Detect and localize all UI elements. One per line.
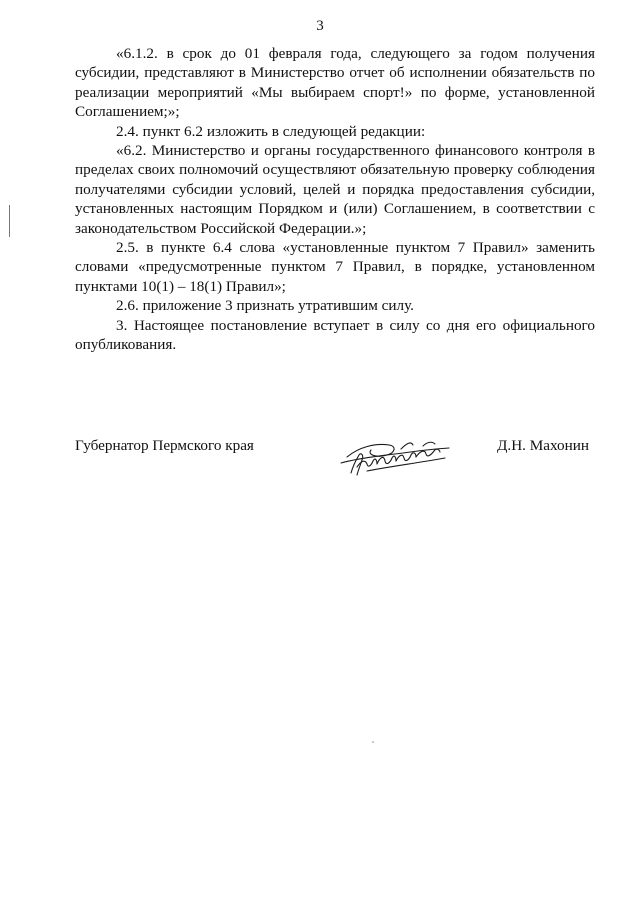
paragraph-2-4: 2.4. пункт 6.2 изложить в следующей редакции: (116, 122, 426, 140)
document-body (75, 44, 595, 355)
signer-name: Д.Н. Махонин (497, 437, 589, 454)
paragraph-6-2: «6.2. Министерство и органы государственного финансового контроля в пределах своих полномочий осуществляют обязательную проверку соблюдения получателями субсидии условий, целей и порядка предоставления субсидии, установленных настоящим Порядком и (или) Соглашением, в соответствии с законодательством Российской Федерации.»; (75, 142, 595, 237)
paragraph-2-6: 2.6. приложение 3 признать утратившим силу. (116, 297, 414, 315)
paragraph-2-5: 2.5. в пункте 6.4 слова «установленные пунктом 7 Правил» заменить словами «предусмотренные пунктом 7 Правил, в порядке, установленном пунктами 10(1) – 18(1) Правил»; (75, 239, 595, 295)
handwritten-signature (337, 433, 457, 479)
scan-speck (372, 741, 374, 743)
margin-mark (9, 205, 10, 237)
page-number: 3 (316, 18, 324, 34)
signer-position: Губернатор Пермского края (75, 437, 254, 454)
signature-block (75, 437, 595, 487)
paragraph-6-1-2: «6.1.2. в срок до 01 февраля года, следующего за годом получения субсидии, представляют в Министерство отчет об исполнении обязательств по реализации мероприятий «Мы выбираем спорт!» по форме, установленной Соглашением;»; (75, 45, 595, 121)
paragraph-3: 3. Настоящее постановление вступает в силу со дня его официального опубликования. (75, 316, 595, 354)
